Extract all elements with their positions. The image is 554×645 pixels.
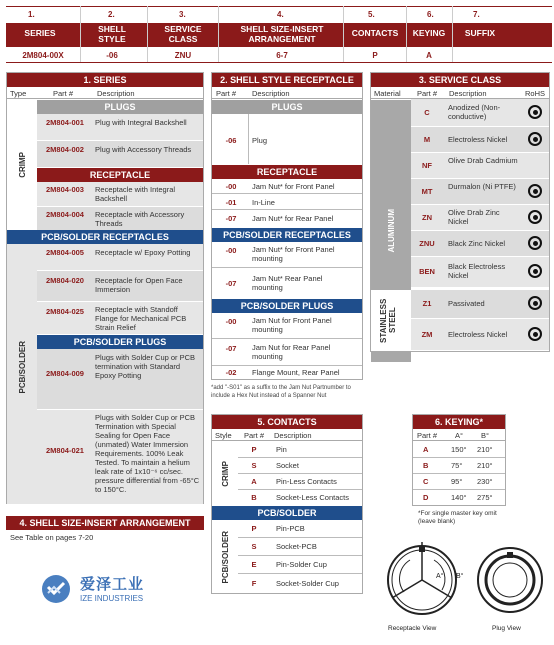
series-crimp-label: CRIMP: [17, 152, 27, 178]
contacts-crimp-label: CRIMP: [220, 461, 230, 487]
top-head-suffix: SUFFIX: [464, 28, 496, 38]
table-row: NF Olive Drab Cadmium: [411, 153, 549, 178]
rohs-icon: [528, 105, 542, 119]
top-val-series: 2M804-00X: [22, 51, 64, 60]
shellsize-title: 4. SHELL SIZE-INSERT ARRANGEMENT: [6, 516, 204, 530]
top-num: 7.: [473, 10, 480, 19]
table-row: -00 Jam Nut* for Front Panel mounting: [212, 242, 362, 268]
top-head-series: SERIES: [24, 28, 56, 38]
top-val-keying: A: [426, 51, 432, 60]
col-part: Part #: [417, 89, 438, 98]
col-a: A°: [455, 431, 464, 440]
company-logo: [40, 571, 180, 611]
shell-pcb-plugs-bar: PCB/SOLDER PLUGS: [212, 299, 362, 313]
service-stainless-label: STAINLESS STEEL: [379, 298, 397, 343]
rohs-icon: [528, 210, 542, 224]
contacts-pcb-bar: PCB/SOLDER: [212, 506, 362, 520]
contacts-section: [211, 414, 363, 594]
receptacle-view-diagram: [388, 542, 456, 614]
col-part: Part #: [244, 431, 265, 440]
top-head-service-class: SERVICE CLASS: [164, 24, 202, 44]
contacts-pcb-label: PCB/SOLDER: [220, 530, 230, 584]
top-val-service-class: ZNU: [174, 51, 192, 60]
table-row: 2M804-002 Plug with Accessory Threads: [37, 141, 203, 167]
series-plugs-bar: PLUGS: [37, 100, 203, 114]
rohs-icon: [528, 327, 542, 341]
shell-title: 2. SHELL STYLE RECEPTACLE: [212, 73, 362, 87]
keying-diagrams: [380, 530, 550, 635]
top-num: 1.: [28, 10, 35, 19]
top-num: 3.: [179, 10, 186, 19]
col-part: Part #: [216, 89, 237, 98]
top-num: 6.: [427, 10, 434, 19]
col-material: Material: [374, 89, 401, 98]
col-type: Type: [10, 89, 27, 98]
contacts-title: 5. CONTACTS: [212, 415, 362, 429]
top-val-contacts: P: [372, 51, 378, 60]
logo-cn: 爱泽工业: [80, 576, 145, 593]
table-row: 2M804-004 Receptacle with Accessory Threads: [37, 207, 203, 230]
receptacle-view-label: Receptacle View: [388, 625, 437, 632]
table-row: 2M804-025 Receptacle with Standoff Flange for Mechanical PCB Strain Relief: [37, 302, 203, 334]
table-row: B 75° 210°: [413, 458, 505, 474]
service-aluminum-label: ALUMINUM: [386, 209, 396, 253]
table-row: A Pin-Less Contacts: [238, 474, 362, 490]
col-desc: Description: [274, 431, 312, 440]
table-row: MT Durmalon (Ni PTFE): [411, 179, 549, 204]
table-row: P Pin: [238, 442, 362, 458]
table-row: P Pin-PCB: [238, 520, 362, 538]
top-head-shell-style: SHELL STYLE: [98, 24, 126, 44]
col-style: Style: [215, 431, 232, 440]
top-val-shell-size: 6-7: [276, 51, 288, 60]
table-row: 2M804-005 Receptacle w/ Epoxy Potting: [37, 244, 203, 270]
keying-note: *For single master key omit (leave blank): [418, 510, 497, 525]
col-desc: Description: [449, 89, 487, 98]
shell-receptacle-bar: RECEPTACLE: [212, 165, 362, 179]
series-title: 1. SERIES: [7, 73, 203, 87]
table-row: -01 In-Line: [212, 195, 362, 210]
rohs-icon: [528, 184, 542, 198]
table-row: S Socket: [238, 458, 362, 474]
table-row: -00 Jam Nut for Front Panel mounting: [212, 313, 362, 339]
table-row: ZNU Black Zinc Nickel: [411, 231, 549, 256]
keying-section: [412, 414, 506, 506]
table-row: -07 Jam Nut* Rear Panel mounting: [225, 274, 323, 292]
col-part: Part #: [53, 89, 74, 98]
table-row: A 150° 210°: [413, 442, 505, 458]
table-row: 2M804-001 Plug with Integral Backshell: [37, 114, 203, 140]
col-desc: Description: [252, 89, 290, 98]
table-row: F Socket-Solder Cup: [251, 579, 339, 588]
plug-view-diagram: [478, 548, 542, 612]
rohs-icon: [528, 296, 542, 310]
shell-section: [211, 72, 363, 380]
top-head-shell-size: SHELL SIZE-INSERT ARRANGEMENT: [240, 24, 324, 44]
table-row: E Pin-Solder Cup: [238, 556, 362, 574]
table-row: ZM Electroless Nickel: [411, 319, 549, 350]
table-row: C Anodized (Non-conductive): [411, 99, 549, 126]
col-rohs: RoHS: [525, 89, 546, 98]
series-pcb-label: PCB/SOLDER: [17, 340, 27, 394]
table-row: -07 Jam Nut for Rear Panel mounting: [212, 340, 362, 366]
table-row: Z1 Passivated: [411, 290, 549, 318]
table-row: -06 Plug: [212, 114, 362, 164]
series-receptacle-bar: RECEPTACLE: [37, 168, 203, 182]
logo-icon: [40, 573, 72, 605]
table-row: 2M804-020 Receptacle for Open Face Immersion: [37, 271, 203, 301]
shellsize-section: [6, 516, 204, 546]
top-val-shell-style: -06: [106, 51, 118, 60]
rohs-icon: [528, 236, 542, 250]
table-row: S Socket-PCB: [238, 538, 362, 556]
shell-note: *add "-S01" as a suffix to the Jam Nut Partnumber to include a Hex Nut instead of a Spanner Nut: [211, 385, 351, 399]
lbl-a: A°: [436, 573, 444, 580]
keying-title: 6. KEYING*: [413, 415, 505, 429]
lbl-b: B°: [456, 573, 464, 580]
top-header: [0, 6, 554, 64]
col-b: B°: [481, 431, 490, 440]
shell-pcb-receptacles-bar: PCB/SOLDER RECEPTACLES: [212, 228, 362, 242]
table-row: B Socket-Less Contacts: [251, 493, 349, 502]
logo-en: IZE INDUSTRIES: [80, 594, 144, 603]
top-num: 5.: [368, 10, 375, 19]
series-pcb-receptacles-bar: PCB/SOLDER RECEPTACLES: [7, 230, 203, 244]
top-head-contacts: CONTACTS: [351, 28, 399, 38]
table-row: -02 Flange Mount, Rear Panel: [225, 368, 340, 377]
shell-plugs-bar: PLUGS: [212, 100, 362, 114]
table-row: 2M804-003 Receptacle with Integral Backshell: [37, 182, 203, 206]
table-row: D 140° 275°: [423, 493, 493, 502]
table-row: ZN Olive Drab Zinc Nickel: [411, 205, 549, 230]
series-section: [6, 72, 204, 504]
service-title: 3. SERVICE CLASS: [371, 73, 549, 87]
table-row: BEN Black Electroless Nickel: [411, 257, 549, 287]
rohs-icon: [528, 264, 542, 278]
table-row: M Electroless Nickel: [411, 127, 549, 152]
series-pcb-plugs-bar: PCB/SOLDER PLUGS: [37, 335, 203, 349]
table-row: 2M804-009 Plugs with Solder Cup or PCB termination with Standard Epoxy Potting: [37, 349, 203, 409]
plug-view-label: Plug View: [492, 625, 521, 632]
top-num: 4.: [277, 10, 284, 19]
shellsize-note: See Table on pages 7-20: [10, 533, 94, 542]
table-row: 2M804-021 Plugs with Solder Cup or PCB Termination with Special Sealing for Open Face (unmated) Water Immersion Requirements. 100% Leak Tested. To maintain a helium leak rate of 1x10⁻⁶ cc/sec. pressure differential from -65°C to 150°C.: [37, 410, 203, 504]
col-part: Part #: [417, 431, 438, 440]
col-desc: Description: [97, 89, 135, 98]
rohs-icon: [528, 132, 542, 146]
table-row: -07 Jam Nut* for Rear Panel: [225, 214, 334, 223]
top-head-keying: KEYING: [412, 28, 446, 38]
top-num: 2.: [108, 10, 115, 19]
table-row: C 95° 230°: [413, 474, 505, 490]
table-row: -00 Jam Nut* for Front Panel: [212, 179, 362, 194]
